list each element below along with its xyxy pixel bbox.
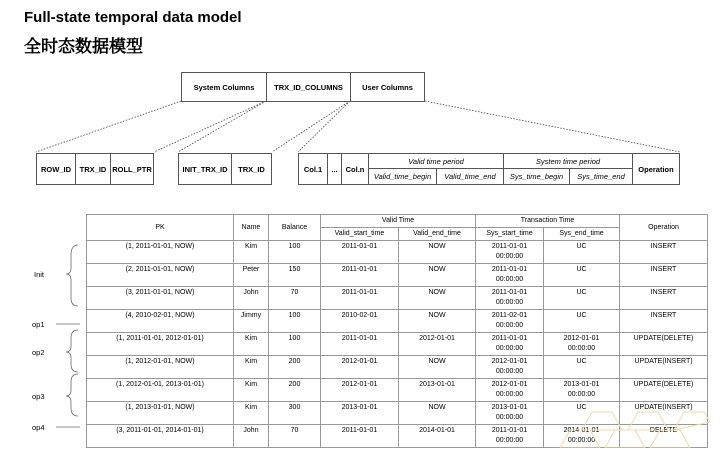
cell-pk-text: (1, 2013-01-01, NOW) bbox=[125, 404, 195, 411]
cell-valid-end-text: NOW bbox=[428, 266, 446, 273]
title-chinese: 全时态数据模型 bbox=[24, 37, 143, 57]
cell-name-text: Peter bbox=[242, 266, 260, 273]
cell-operation bbox=[620, 310, 708, 333]
bracket-op3 bbox=[66, 374, 78, 416]
cell-sys-end-date: 2013-01-01 bbox=[563, 381, 600, 388]
cell-valid-start-text: 2010-02-01 bbox=[341, 312, 378, 319]
cell-name-text: Kim bbox=[244, 335, 258, 342]
cell-sys-start-date: 2012-01-01 bbox=[491, 358, 528, 365]
cell-valid-start bbox=[321, 310, 399, 333]
cell-balance-text: 150 bbox=[288, 266, 301, 273]
cell-pk bbox=[87, 425, 234, 448]
cell-valid-start-text: 2013-01-01 bbox=[341, 404, 378, 411]
cell-valid-end-text: NOW bbox=[428, 289, 446, 296]
cell-valid-start-text: 2011-01-01 bbox=[341, 335, 378, 342]
cell-operation-text: INSERT bbox=[650, 266, 677, 273]
cell-sys-start bbox=[476, 425, 544, 448]
cell-valid-end bbox=[399, 287, 476, 310]
cell-sys-start-time: 00:00:00 bbox=[495, 345, 524, 352]
cell-operation-text: UPDATE(INSERT) bbox=[634, 404, 693, 411]
operation-column: Operation bbox=[632, 153, 680, 185]
cell-sys-start-date: 2011-01-01 bbox=[491, 289, 528, 296]
col1-column: Col.1 bbox=[298, 153, 328, 185]
cell-sys-start-time: 00:00:00 bbox=[495, 276, 524, 283]
cell-pk-text: (1, 2012-01-01, NOW) bbox=[125, 358, 195, 365]
cell-balance-text: 100 bbox=[288, 243, 301, 250]
cell-valid-start bbox=[321, 356, 399, 379]
cell-valid-end-text: NOW bbox=[428, 312, 446, 319]
cell-valid-start bbox=[321, 287, 399, 310]
cell-sys-end-date: UC bbox=[576, 312, 587, 319]
cell-name bbox=[234, 264, 269, 287]
cell-sys-start-date: 2011-01-01 bbox=[491, 335, 528, 342]
header-valid-end: Valid_end_time bbox=[399, 228, 476, 241]
cell-pk bbox=[87, 241, 234, 264]
cell-operation bbox=[620, 333, 708, 356]
cell-pk-text: (1, 2012-01-01, 2013-01-01) bbox=[116, 381, 204, 388]
connector-trx-left bbox=[178, 101, 266, 152]
header-balance: Balance bbox=[269, 215, 321, 241]
bracket-init bbox=[66, 245, 78, 306]
cell-balance-text: 70 bbox=[290, 289, 299, 296]
cell-balance bbox=[269, 379, 321, 402]
cell-operation bbox=[620, 356, 708, 379]
system-time-period-header: System time period bbox=[503, 153, 633, 169]
cell-pk bbox=[87, 310, 234, 333]
cell-sys-end-time: 00:00:00 bbox=[567, 345, 596, 352]
cell-balance-text: 70 bbox=[290, 427, 299, 434]
cell-balance-text: 100 bbox=[288, 335, 301, 342]
cell-pk-text: (3, 2011-01-01, 2014-01-01) bbox=[116, 427, 204, 434]
cell-operation-text: UPDATE(DELETE) bbox=[633, 381, 694, 388]
cell-operation-text: INSERT bbox=[650, 243, 677, 250]
cell-sys-start-date: 2011-01-01 bbox=[491, 243, 528, 250]
cell-name-text: John bbox=[243, 427, 259, 434]
cell-operation-text: INSERT bbox=[650, 289, 677, 296]
sys-time-end-column: Sys_time_end bbox=[569, 168, 633, 185]
group-label-op2: op2 bbox=[32, 348, 45, 357]
cell-balance-text: 200 bbox=[288, 381, 301, 388]
group-label-op1: op1 bbox=[32, 320, 45, 329]
cell-pk bbox=[87, 356, 234, 379]
cell-sys-end-date: UC bbox=[576, 243, 587, 250]
header-name: Name bbox=[234, 215, 269, 241]
cell-valid-end-text: NOW bbox=[428, 404, 446, 411]
cell-valid-end-text: NOW bbox=[428, 243, 446, 250]
cell-balance-text: 100 bbox=[288, 312, 301, 319]
watermark-pattern bbox=[550, 408, 710, 448]
header-operation: Operation bbox=[620, 215, 708, 241]
cell-name-text: Kim bbox=[244, 243, 258, 250]
cell-name bbox=[234, 333, 269, 356]
cell-valid-start bbox=[321, 264, 399, 287]
cell-valid-start-text: 2011-01-01 bbox=[341, 266, 378, 273]
table-row bbox=[87, 379, 708, 402]
cell-sys-end-date: 2014-01-01 bbox=[563, 427, 600, 434]
cell-operation-text: DELETE bbox=[649, 427, 678, 434]
cell-pk-text: (4, 2010-02-01, NOW) bbox=[125, 312, 195, 319]
cell-balance bbox=[269, 287, 321, 310]
cell-sys-end-time: 00:00:00 bbox=[567, 391, 596, 398]
cell-name bbox=[234, 379, 269, 402]
cell-sys-end bbox=[544, 241, 620, 264]
ellipsis-column: ... bbox=[327, 153, 342, 185]
valid-time-period-header: Valid time period bbox=[368, 153, 504, 169]
cell-name-text: Kim bbox=[244, 404, 258, 411]
header-sys-start: Sys_start_time bbox=[476, 228, 544, 241]
cell-sys-start-date: 2012-01-01 bbox=[491, 381, 528, 388]
connector-user-right bbox=[425, 101, 680, 152]
cell-sys-end-date: UC bbox=[576, 289, 587, 296]
cell-balance bbox=[269, 402, 321, 425]
cell-sys-start-time: 00:00:00 bbox=[495, 414, 524, 421]
trx-id-column-2: TRX_ID bbox=[231, 153, 272, 185]
header-valid-time: Valid Time bbox=[321, 215, 476, 228]
cell-pk-text: (1, 2011-01-01, 2012-01-01) bbox=[116, 335, 204, 342]
cell-valid-start bbox=[321, 425, 399, 448]
table-row bbox=[87, 310, 708, 333]
cell-sys-start bbox=[476, 310, 544, 333]
cell-valid-end bbox=[399, 241, 476, 264]
cell-valid-end bbox=[399, 264, 476, 287]
header-transaction-time: Transaction Time bbox=[476, 215, 620, 228]
cell-sys-end bbox=[544, 264, 620, 287]
connector-system-right bbox=[154, 101, 266, 152]
cell-pk bbox=[87, 402, 234, 425]
sys-time-begin-column: Sys_time_begin bbox=[503, 168, 570, 185]
cell-name-text: Jimmy bbox=[240, 312, 262, 319]
cell-name bbox=[234, 287, 269, 310]
connector-system-left bbox=[36, 101, 181, 152]
cell-sys-end-date: UC bbox=[576, 266, 587, 273]
cell-sys-start-date: 2011-02-01 bbox=[491, 312, 528, 319]
cell-valid-end bbox=[399, 310, 476, 333]
cell-valid-end-text: 2013-01-01 bbox=[419, 381, 455, 388]
cell-sys-end bbox=[544, 333, 620, 356]
header-valid-start: Valid_start_time bbox=[321, 228, 399, 241]
cell-name bbox=[234, 425, 269, 448]
cell-sys-start-date: 2013-01-01 bbox=[491, 404, 528, 411]
valid-time-end-column: Valid_time_end bbox=[436, 168, 504, 185]
cell-sys-start bbox=[476, 264, 544, 287]
cell-valid-start-text: 2012-01-01 bbox=[341, 358, 378, 365]
cell-sys-end bbox=[544, 379, 620, 402]
cell-sys-end-date: UC bbox=[576, 358, 587, 365]
cell-sys-start-date: 2011-01-01 bbox=[491, 427, 528, 434]
bracket-op2 bbox=[66, 330, 78, 372]
cell-operation bbox=[620, 264, 708, 287]
init-trx-id-column: INIT_TRX_ID bbox=[178, 153, 232, 185]
cell-sys-start bbox=[476, 241, 544, 264]
cell-pk-text: (2, 2011-01-01, NOW) bbox=[125, 266, 195, 273]
cell-sys-start bbox=[476, 379, 544, 402]
cell-pk bbox=[87, 379, 234, 402]
cell-sys-end-time: 00:00:00 bbox=[567, 437, 596, 444]
user-columns-box: User Columns bbox=[350, 72, 425, 102]
cell-sys-end-date: UC bbox=[576, 404, 587, 411]
cell-balance bbox=[269, 264, 321, 287]
roll-ptr-column: ROLL_PTR bbox=[110, 153, 154, 185]
cell-valid-end-text: NOW bbox=[428, 358, 446, 365]
cell-sys-start-time: 00:00:00 bbox=[495, 391, 524, 398]
cell-sys-start-time: 00:00:00 bbox=[495, 322, 524, 329]
cell-operation-text: INSERT bbox=[650, 312, 677, 319]
cell-sys-start-time: 00:00:00 bbox=[495, 299, 524, 306]
cell-balance-text: 300 bbox=[288, 404, 301, 411]
cell-sys-start-time: 00:00:00 bbox=[495, 368, 524, 375]
coln-column: Col.n bbox=[341, 153, 369, 185]
cell-valid-start-text: 2011-01-01 bbox=[341, 427, 378, 434]
cell-valid-start bbox=[321, 333, 399, 356]
cell-valid-end-text: 2014-01-01 bbox=[419, 427, 455, 434]
title-english: Full-state temporal data model bbox=[24, 9, 242, 26]
cell-operation bbox=[620, 379, 708, 402]
cell-valid-end bbox=[399, 379, 476, 402]
cell-pk bbox=[87, 264, 234, 287]
cell-sys-end-date: 2012-01-01 bbox=[563, 335, 600, 342]
cell-name bbox=[234, 241, 269, 264]
cell-valid-start-text: 2012-01-01 bbox=[341, 381, 378, 388]
cell-pk-text: (1, 2011-01-01, NOW) bbox=[125, 243, 195, 250]
cell-balance bbox=[269, 356, 321, 379]
cell-name bbox=[234, 356, 269, 379]
system-columns-box: System Columns bbox=[181, 72, 267, 102]
cell-valid-end bbox=[399, 333, 476, 356]
cell-valid-start bbox=[321, 379, 399, 402]
table-row bbox=[87, 287, 708, 310]
trx-id-columns-box: TRX_ID_COLUMNS bbox=[266, 72, 351, 102]
table-row bbox=[87, 241, 708, 264]
cell-pk-text: (3, 2011-01-01, NOW) bbox=[125, 289, 195, 296]
cell-sys-start-time: 00:00:00 bbox=[495, 437, 524, 444]
cell-sys-start bbox=[476, 333, 544, 356]
table-row bbox=[87, 264, 708, 287]
cell-valid-end bbox=[399, 356, 476, 379]
cell-name-text: Kim bbox=[244, 381, 258, 388]
cell-valid-start bbox=[321, 241, 399, 264]
trx-id-column: TRX_ID bbox=[75, 153, 111, 185]
cell-valid-end-text: 2012-01-01 bbox=[419, 335, 455, 342]
cell-balance bbox=[269, 241, 321, 264]
cell-balance bbox=[269, 425, 321, 448]
cell-operation bbox=[620, 287, 708, 310]
cell-sys-end bbox=[544, 310, 620, 333]
valid-time-begin-column: Valid_time_begin bbox=[368, 168, 437, 185]
group-label-op4: op4 bbox=[32, 423, 45, 432]
header-sys-end: Sys_end_time bbox=[544, 228, 620, 241]
cell-name-text: John bbox=[243, 289, 259, 296]
cell-balance-text: 200 bbox=[288, 358, 301, 365]
cell-sys-end bbox=[544, 356, 620, 379]
row-id-column: ROW_ID bbox=[36, 153, 76, 185]
cell-operation-text: UPDATE(INSERT) bbox=[634, 358, 693, 365]
cell-sys-start bbox=[476, 287, 544, 310]
connector-user-left bbox=[298, 101, 350, 152]
cell-name-text: Kim bbox=[244, 358, 258, 365]
cell-valid-end bbox=[399, 402, 476, 425]
cell-name bbox=[234, 310, 269, 333]
cell-pk bbox=[87, 333, 234, 356]
cell-name bbox=[234, 402, 269, 425]
cell-sys-start bbox=[476, 402, 544, 425]
cell-operation bbox=[620, 241, 708, 264]
table-row bbox=[87, 356, 708, 379]
group-label-init: Init bbox=[34, 270, 45, 279]
cell-balance bbox=[269, 333, 321, 356]
cell-balance bbox=[269, 310, 321, 333]
cell-valid-start bbox=[321, 402, 399, 425]
header-pk: PK bbox=[87, 215, 234, 241]
cell-sys-start-time: 00:00:00 bbox=[495, 253, 524, 260]
cell-sys-start bbox=[476, 356, 544, 379]
cell-sys-start-date: 2011-01-01 bbox=[491, 266, 528, 273]
cell-valid-end bbox=[399, 425, 476, 448]
group-label-op3: op3 bbox=[32, 392, 45, 401]
cell-sys-end bbox=[544, 287, 620, 310]
cell-valid-start-text: 2011-01-01 bbox=[341, 243, 378, 250]
table-row bbox=[87, 333, 708, 356]
cell-operation-text: UPDATE(DELETE) bbox=[633, 335, 694, 342]
connector-trx-right bbox=[272, 101, 350, 152]
cell-pk bbox=[87, 287, 234, 310]
cell-valid-start-text: 2011-01-01 bbox=[341, 289, 378, 296]
